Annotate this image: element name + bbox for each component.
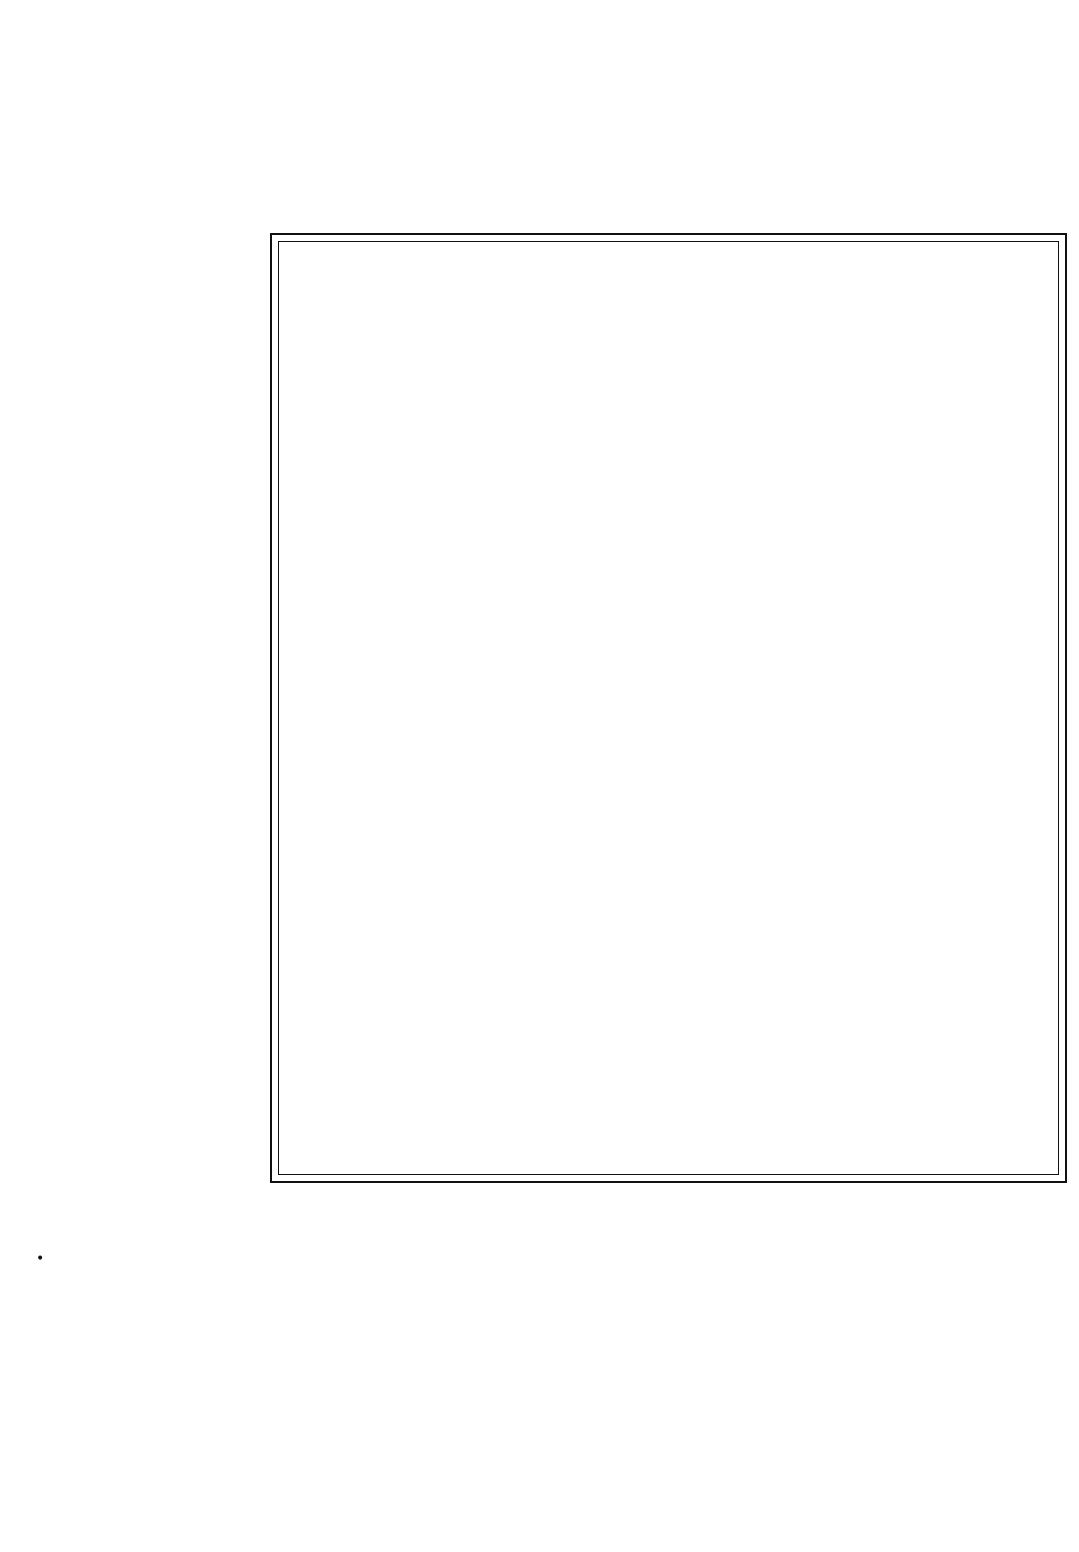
main-text-frame-inner [278,241,1059,1175]
margin-dot: • [36,1251,45,1267]
